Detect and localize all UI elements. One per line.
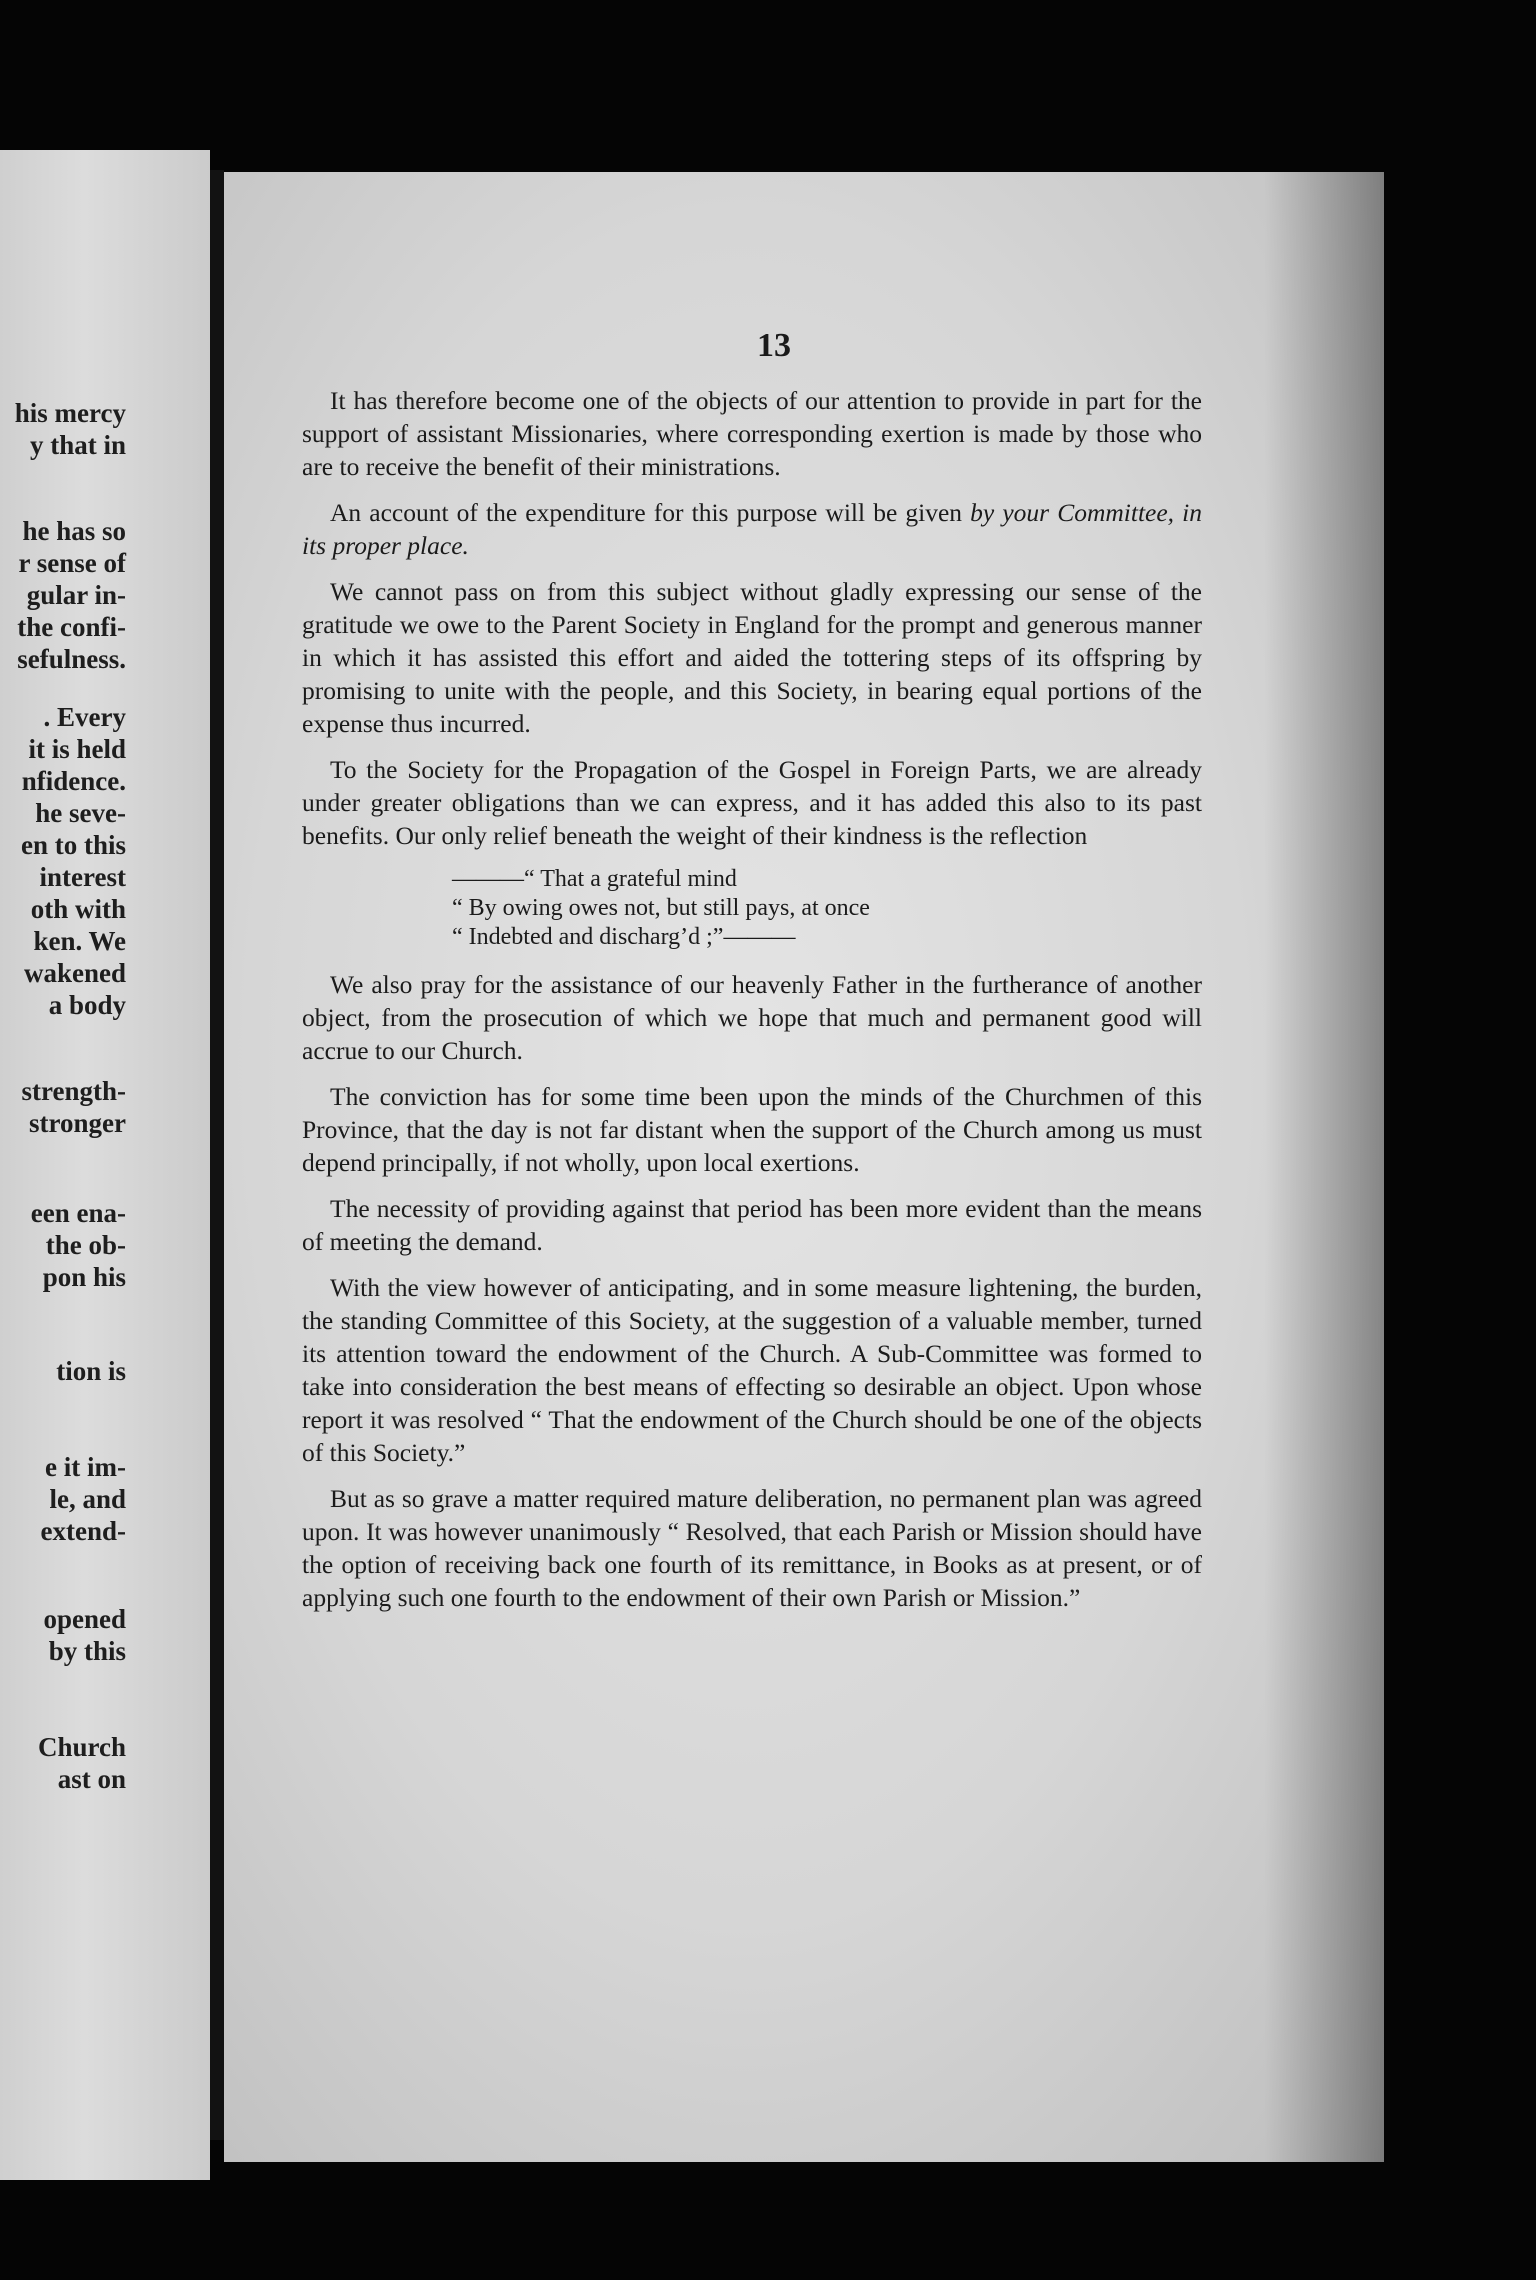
document-page [224, 172, 1384, 2162]
left-page-line: wakened [23, 958, 126, 988]
paragraph: But as so grave a matter required mature deliberation, no permanent plan was agreed upon. It was however unanimously “ Resolved, that each Parish or Mission should have the option of receiving back one fourth of its remittance, in Books as at present, or of applying such one fourth to the endowment of their own Parish or Mission.” [302, 1484, 1202, 1612]
left-page-line: e it im- [45, 1452, 126, 1482]
paragraph-text: An account of the expenditure for this purpose will be given [330, 498, 971, 527]
left-page-line: extend- [40, 1516, 126, 1546]
left-page-line: een ena- [30, 1198, 126, 1228]
verse-quotation [302, 865, 1202, 952]
left-page-line: gular in- [26, 580, 126, 610]
body-text [302, 384, 1202, 1627]
paragraph: We also pray for the assistance of our heavenly Father in the furtherance of another object, from the prosecution of which we hope that much and permanent good will accrue to our Church. [302, 970, 1202, 1065]
page-number: 13 [757, 327, 791, 364]
left-page-line: y that in [29, 430, 126, 460]
left-page-line: pon his [42, 1262, 126, 1292]
verse-line: “ Indebted and discharg’d ;”——— [452, 924, 796, 950]
page-edge-shadow [1264, 172, 1384, 2162]
left-page-line: he has so [22, 516, 126, 546]
left-page-line: ast on [57, 1764, 126, 1794]
left-page-line: tion is [56, 1356, 126, 1386]
left-page-line: stronger [29, 1108, 126, 1138]
left-page-line: ken. We [33, 926, 126, 956]
left-page-line: oth with [30, 894, 126, 924]
left-page-line: r sense of [18, 548, 126, 578]
left-page-line: the ob- [45, 1230, 126, 1260]
left-page-line: sefulness. [17, 644, 126, 674]
paragraph: The conviction has for some time been upon the minds of the Churchmen of this Province, that the day is not far distant when the support of the Church among us must depend principally, if not wholly, upon local exertions. [302, 1082, 1202, 1177]
paragraph: To the Society for the Propagation of the Gospel in Foreign Parts, we are already under greater obligations than we can express, and it has added this also to its past benefits. Our only relief beneath the weight of their kindness is the reflection [302, 755, 1202, 850]
left-page-line: by this [48, 1636, 126, 1666]
paragraph: We cannot pass on from this subject without gladly expressing our sense of the gratitude we owe to the Parent Society in England for the prompt and generous manner in which it has assisted this effort and aided the tottering steps of its offspring by promising to unite with the people, and this Society, in bearing equal portions of the expense thus incurred. [302, 577, 1202, 738]
paragraph: It has therefore become one of the objects of our attention to provide in part for the support of assistant Missionaries, where corresponding exertion is made by those who are to receive the benefit of their ministrations. [302, 386, 1202, 481]
left-page-line: the confi- [17, 612, 126, 642]
left-page-line: Church [37, 1732, 126, 1762]
left-page-line: a body [48, 990, 126, 1020]
left-page-line: nfidence. [21, 766, 126, 796]
left-page-line: he seve- [35, 798, 126, 828]
paragraph: With the view however of anticipating, and in some measure lightening, the burden, the standing Committee of this Society, at the suggestion of a valuable member, turned its attention toward the endowment of the Church. A Sub-Committee was formed to take into consideration the best means of effecting so desirable an object. Upon whose report it was resolved “ That the endowment of the Church should be one of the objects of this Society.” [302, 1273, 1202, 1467]
left-page-line: interest [39, 862, 126, 892]
left-page-line: opened [43, 1604, 126, 1634]
left-page-line: en to this [20, 830, 126, 860]
verse-line: “ By owing owes not, but still pays, at once [452, 895, 870, 921]
left-page-line: le, and [49, 1484, 126, 1514]
left-page-line: his mercy [14, 398, 126, 428]
paragraph: The necessity of providing against that period has been more evident than the means of meeting the demand. [302, 1194, 1202, 1256]
book-gutter [210, 170, 224, 2140]
left-page-line: . Every [43, 702, 126, 732]
paragraph [302, 496, 1202, 562]
left-facing-page [0, 150, 210, 2180]
paragraph-italic-text: by your Committee, in its proper place. [302, 498, 1202, 560]
left-page-line: it is held [28, 734, 126, 764]
left-page-line: strength- [21, 1076, 126, 1106]
verse-line: ———“ That a grateful mind [452, 866, 737, 892]
